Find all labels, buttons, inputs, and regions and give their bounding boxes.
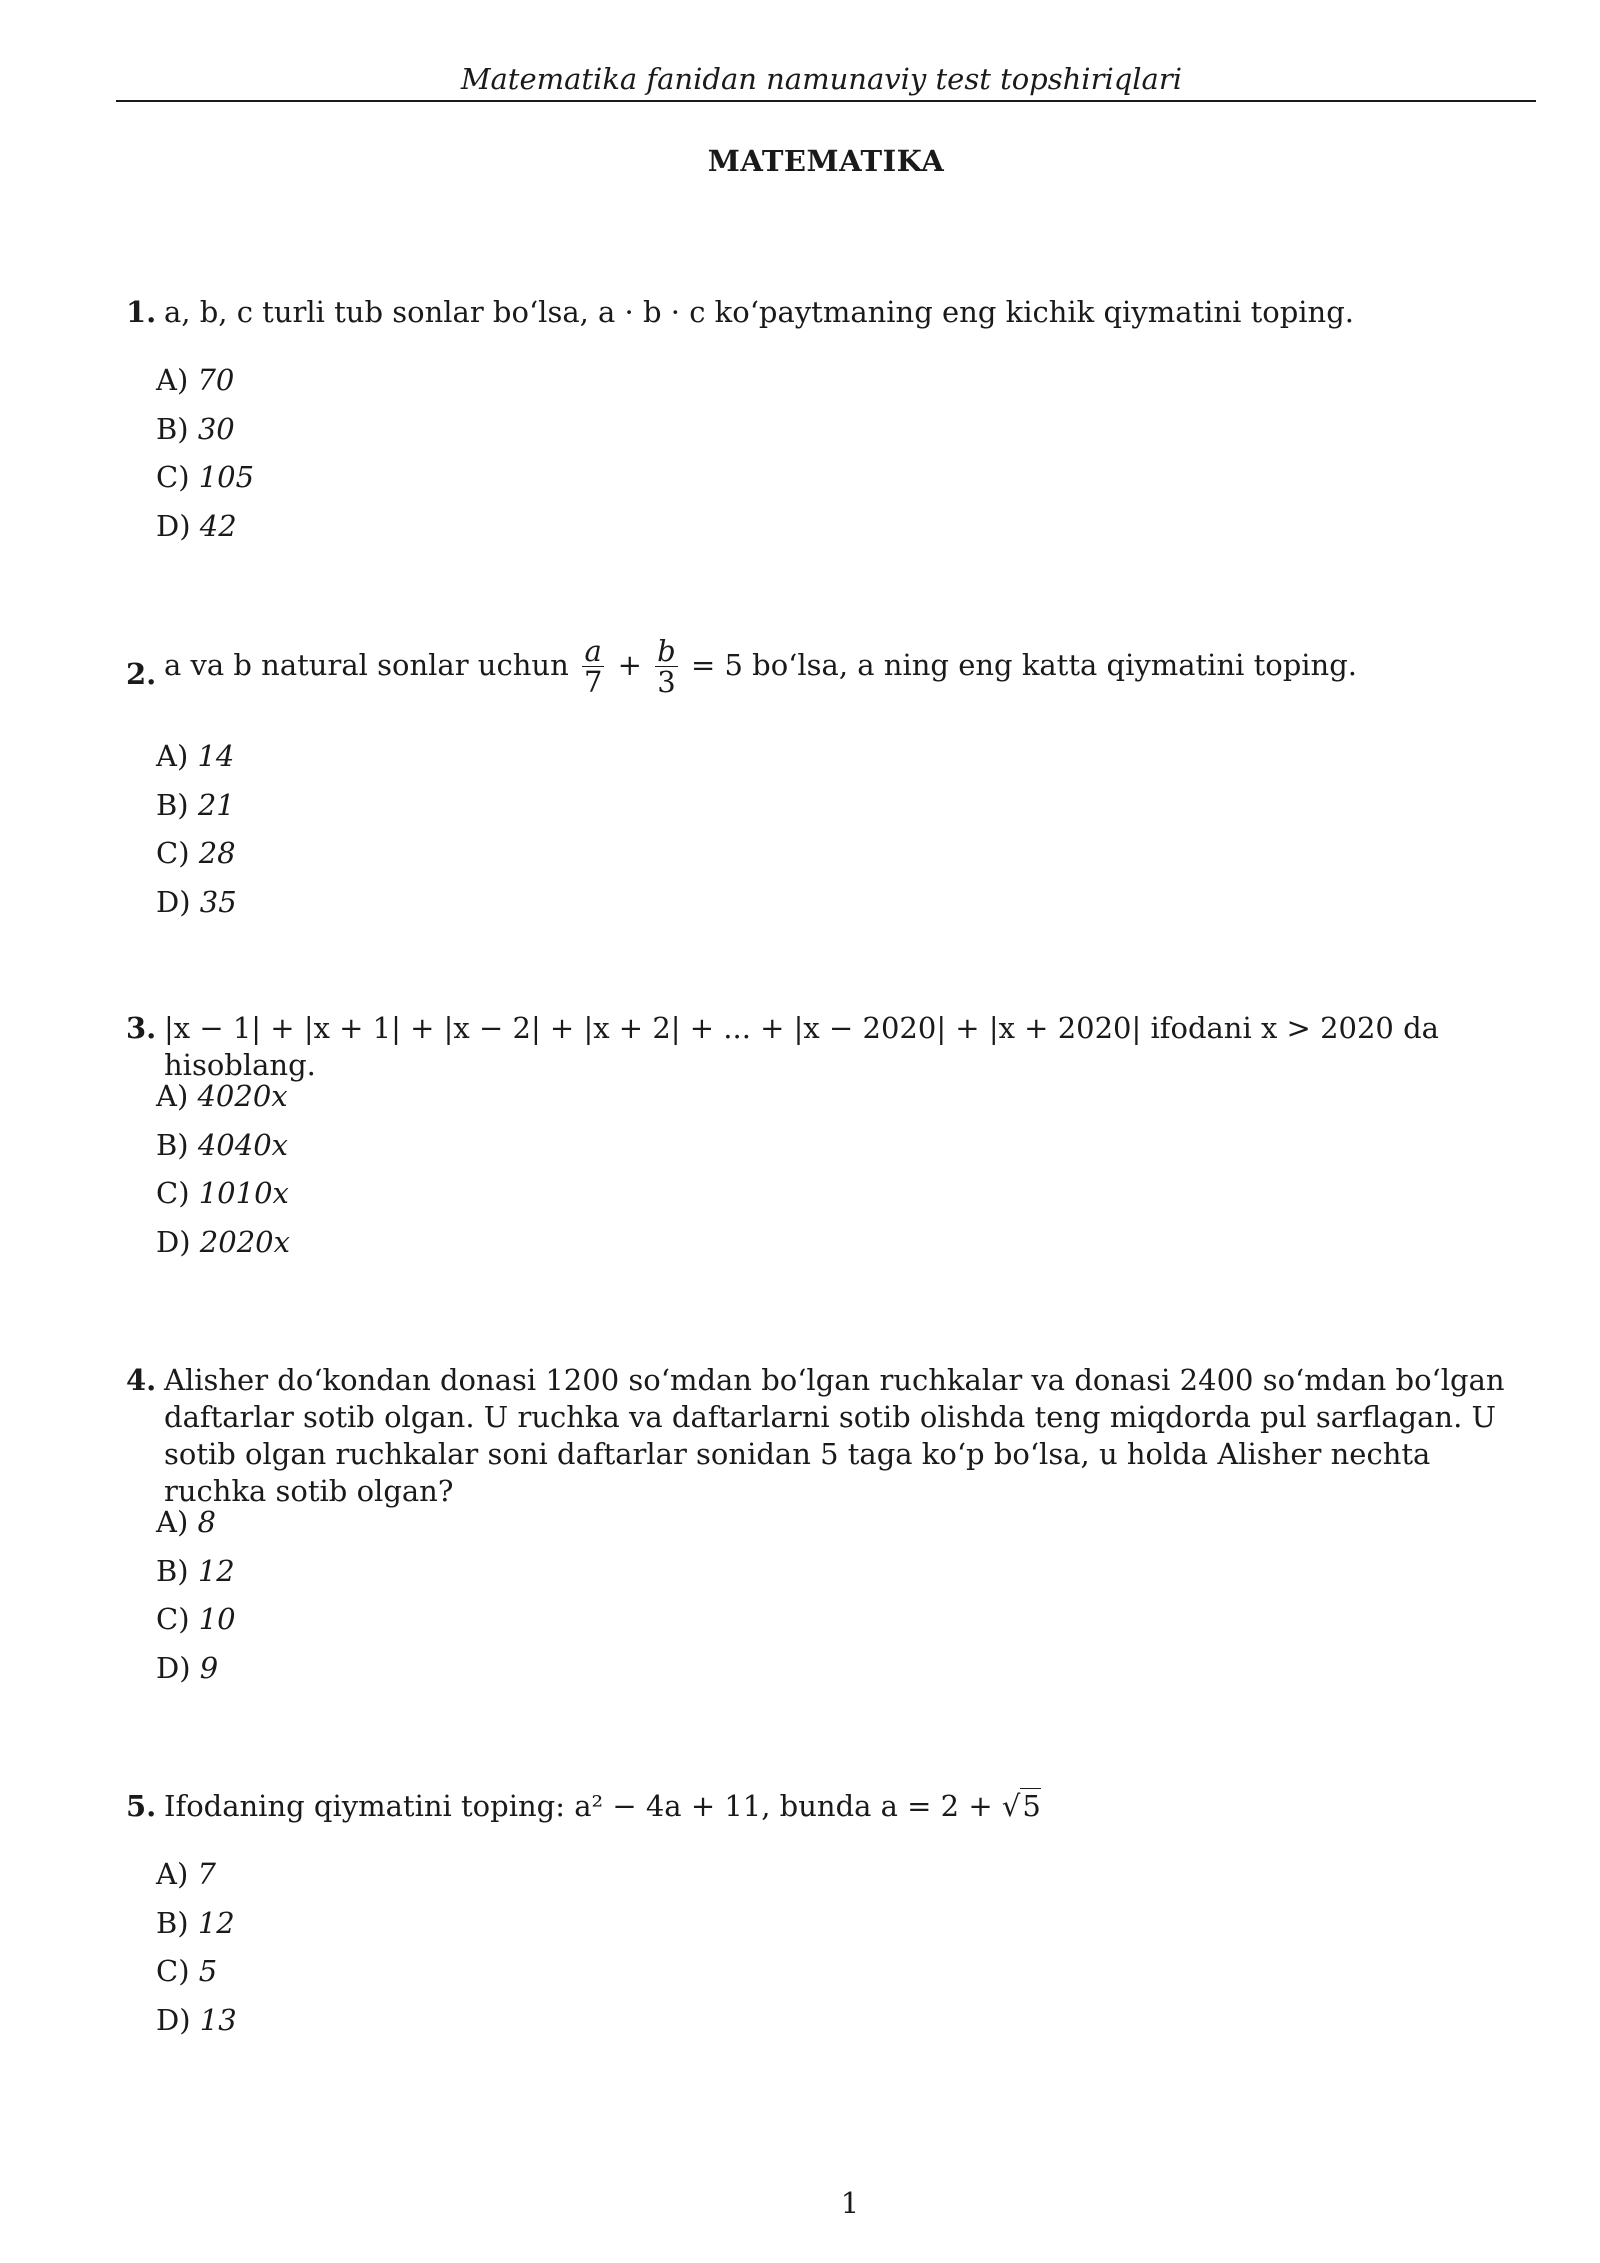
page-number: 1 [840, 2186, 860, 2220]
option-value: 21 [197, 787, 235, 822]
option-label: C) [156, 1954, 190, 1988]
option-c[interactable] [156, 1175, 290, 1224]
option-value: 13 [199, 2002, 237, 2037]
question-3 [126, 1010, 1536, 1084]
option-value: 9 [199, 1650, 219, 1685]
option-d[interactable] [156, 2002, 237, 2051]
question-number: 3. [126, 1011, 157, 1045]
option-value: 70 [197, 363, 235, 397]
option-value: 4040x [197, 1127, 289, 1162]
question-2 [126, 636, 1536, 698]
question-text: a, b, c turli tub sonlar bo‘lsa, a · b · c ko‘paytmaning eng kichik qiymatini toping. [164, 295, 1354, 329]
option-label: C) [156, 1602, 190, 1636]
option-value: 42 [199, 508, 237, 543]
options-5 [156, 1856, 237, 2050]
question-4 [126, 1362, 1536, 1510]
option-a[interactable] [156, 738, 237, 787]
plus-sign: + [617, 647, 642, 682]
option-value: 10 [198, 1602, 236, 1636]
option-value: 8 [197, 1505, 216, 1539]
option-b[interactable] [156, 787, 237, 836]
option-c[interactable] [156, 459, 254, 508]
option-label: B) [156, 411, 189, 446]
option-b[interactable] [156, 1127, 290, 1176]
option-value: 1010x [198, 1176, 289, 1210]
option-label: D) [156, 1224, 191, 1259]
option-label: B) [156, 787, 189, 822]
option-label: A) [156, 363, 189, 397]
option-label: D) [156, 884, 191, 919]
option-c[interactable] [156, 835, 237, 884]
option-value: 35 [199, 884, 237, 919]
question-text-before: a va b natural sonlar uchun [164, 647, 569, 682]
option-a[interactable] [156, 362, 254, 411]
question-number: 4. [126, 1363, 157, 1397]
option-d[interactable] [156, 1224, 290, 1273]
option-label: B) [156, 1905, 189, 1940]
fraction-a-over-7: $\frac{a}{7}$ [583, 634, 603, 700]
question-5 [126, 1788, 1536, 1825]
option-c[interactable] [156, 1601, 236, 1650]
question-1 [126, 294, 1536, 331]
option-value: 12 [197, 1553, 235, 1588]
option-value: 30 [197, 411, 235, 446]
option-label: C) [156, 836, 190, 870]
option-a[interactable] [156, 1078, 290, 1127]
option-value: 12 [197, 1905, 235, 1940]
option-label: B) [156, 1127, 189, 1162]
question-number: 5. [126, 1789, 157, 1823]
option-label: A) [156, 739, 189, 773]
option-b[interactable] [156, 411, 254, 460]
question-text: |x − 1| + |x + 1| + |x − 2| + |x + 2| + ... + |x − 2020| + |x + 2020| ifodani x > 2020 da hisoblang. [164, 1011, 1439, 1082]
option-a[interactable] [156, 1856, 237, 1905]
option-label: D) [156, 1650, 191, 1685]
option-value: 14 [197, 739, 235, 773]
option-label: A) [156, 1079, 189, 1113]
header-rule [116, 100, 1536, 102]
options-3 [156, 1078, 290, 1272]
option-label: D) [156, 2002, 191, 2037]
option-label: D) [156, 508, 191, 543]
option-d[interactable] [156, 508, 254, 557]
option-value: 7 [197, 1857, 216, 1891]
option-d[interactable] [156, 884, 237, 933]
option-value: 5 [198, 1954, 218, 1988]
option-label: C) [156, 460, 190, 494]
option-a[interactable] [156, 1504, 236, 1553]
question-text [164, 1788, 1536, 1825]
question-text [164, 636, 1536, 698]
option-value: 105 [198, 460, 255, 494]
options-1 [156, 362, 254, 556]
option-value: 2020x [199, 1224, 290, 1259]
option-label: A) [156, 1505, 189, 1539]
option-c[interactable] [156, 1953, 237, 2002]
option-value: 4020x [197, 1079, 288, 1113]
option-d[interactable] [156, 1650, 236, 1699]
running-header: Matematika fanidan namunaviy test topshiriqlari [460, 62, 1182, 96]
option-value: 28 [198, 836, 236, 870]
options-4 [156, 1504, 236, 1698]
question-text-after: = 5 bo‘lsa, a ning eng katta qiymatini toping. [690, 647, 1358, 682]
question-number: 1. [126, 295, 157, 329]
question-text: Alisher do‘kondan donasi 1200 so‘mdan bo‘lgan ruchkalar va donasi 2400 so‘mdan bo‘lgan daftarlar sotib olgan. U ruchka va daftarlarni sotib olishda teng miqdorda pul sarflagan. U sotib olgan ruchkalar soni daftarlar sonidan 5 taga ko‘p bo‘lsa, u holda Alisher nechta ruchka sotib olgan? [164, 1363, 1505, 1508]
option-label: A) [156, 1857, 189, 1891]
question-number: 2. [126, 657, 157, 691]
option-label: C) [156, 1176, 190, 1210]
options-2 [156, 738, 237, 932]
page-title: MATEMATIKA [707, 144, 945, 178]
question-text-before: Ifodaning qiymatini toping: a² − 4a + 11, bunda a = 2 + √ [164, 1789, 1021, 1823]
option-label: B) [156, 1553, 189, 1588]
fraction-b-over-3: $\frac{b}{3}$ [657, 634, 676, 700]
sqrt-argument: 5 [1022, 1789, 1041, 1823]
option-b[interactable] [156, 1905, 237, 1954]
option-b[interactable] [156, 1553, 236, 1602]
